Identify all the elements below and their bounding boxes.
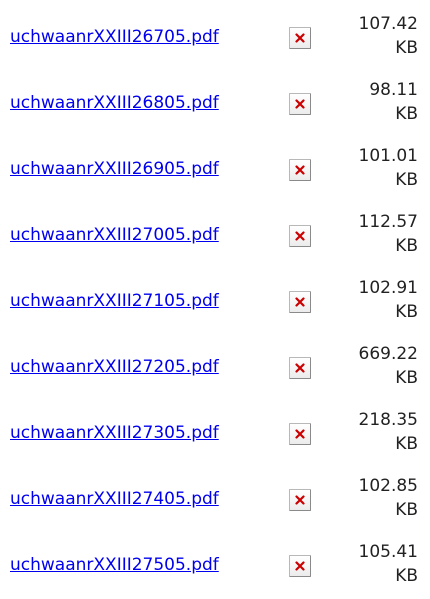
file-size-unit: KB: [395, 236, 418, 256]
file-link[interactable]: uchwaanrXXIII26905.pdf: [10, 159, 219, 179]
file-size-value: 98.11: [369, 80, 418, 100]
file-row: [0, 462, 430, 528]
file-row: [0, 330, 430, 396]
file-size-unit: KB: [395, 434, 418, 454]
file-size: [359, 540, 418, 588]
file-link[interactable]: uchwaanrXXIII27505.pdf: [10, 555, 219, 575]
file-size: [359, 144, 418, 192]
close-icon: [295, 165, 305, 175]
close-icon: [295, 231, 305, 241]
file-size-unit: KB: [395, 500, 418, 520]
file-row: [0, 66, 430, 132]
file-size-unit: KB: [395, 302, 418, 322]
close-icon: [295, 495, 305, 505]
delete-file-button[interactable]: [289, 357, 311, 379]
file-size-value: 669.22: [358, 344, 418, 364]
file-size-value: 218.35: [358, 410, 418, 430]
file-size: [359, 408, 418, 456]
file-link[interactable]: uchwaanrXXIII27305.pdf: [10, 423, 219, 443]
delete-file-button[interactable]: [289, 159, 311, 181]
file-size-value: 102.91: [358, 278, 418, 298]
close-icon: [295, 297, 305, 307]
file-size-value: 102.85: [358, 476, 418, 496]
file-size-unit: KB: [395, 368, 418, 388]
file-size-value: 105.41: [358, 542, 418, 562]
file-size-value: 107.42: [358, 14, 418, 34]
delete-file-button[interactable]: [289, 291, 311, 313]
file-size-unit: KB: [395, 104, 418, 124]
file-size: [369, 78, 418, 126]
delete-file-button[interactable]: [289, 225, 311, 247]
file-size-value: 101.01: [358, 146, 418, 166]
close-icon: [295, 363, 305, 373]
file-row: [0, 132, 430, 198]
file-size-unit: KB: [395, 38, 418, 58]
delete-file-button[interactable]: [289, 555, 311, 577]
close-icon: [295, 33, 305, 43]
file-size: [359, 342, 418, 390]
file-link[interactable]: uchwaanrXXIII26805.pdf: [10, 93, 219, 113]
file-row: [0, 0, 430, 66]
delete-file-button[interactable]: [289, 93, 311, 115]
file-link[interactable]: uchwaanrXXIII27405.pdf: [10, 489, 219, 509]
file-row: [0, 396, 430, 462]
file-link[interactable]: uchwaanrXXIII27005.pdf: [10, 225, 219, 245]
file-row: [0, 198, 430, 264]
file-size: [359, 474, 418, 522]
file-size: [359, 12, 418, 60]
file-size: [359, 276, 418, 324]
delete-file-button[interactable]: [289, 423, 311, 445]
file-link[interactable]: uchwaanrXXIII26705.pdf: [10, 27, 219, 47]
file-size: [359, 210, 418, 258]
close-icon: [295, 561, 305, 571]
file-row: [0, 264, 430, 330]
close-icon: [295, 99, 305, 109]
file-link[interactable]: uchwaanrXXIII27205.pdf: [10, 357, 219, 377]
file-size-unit: KB: [395, 170, 418, 190]
file-size-unit: KB: [395, 566, 418, 586]
file-link[interactable]: uchwaanrXXIII27105.pdf: [10, 291, 219, 311]
file-row: [0, 528, 430, 594]
delete-file-button[interactable]: [289, 489, 311, 511]
delete-file-button[interactable]: [289, 27, 311, 49]
file-size-value: 112.57: [358, 212, 418, 232]
close-icon: [295, 429, 305, 439]
